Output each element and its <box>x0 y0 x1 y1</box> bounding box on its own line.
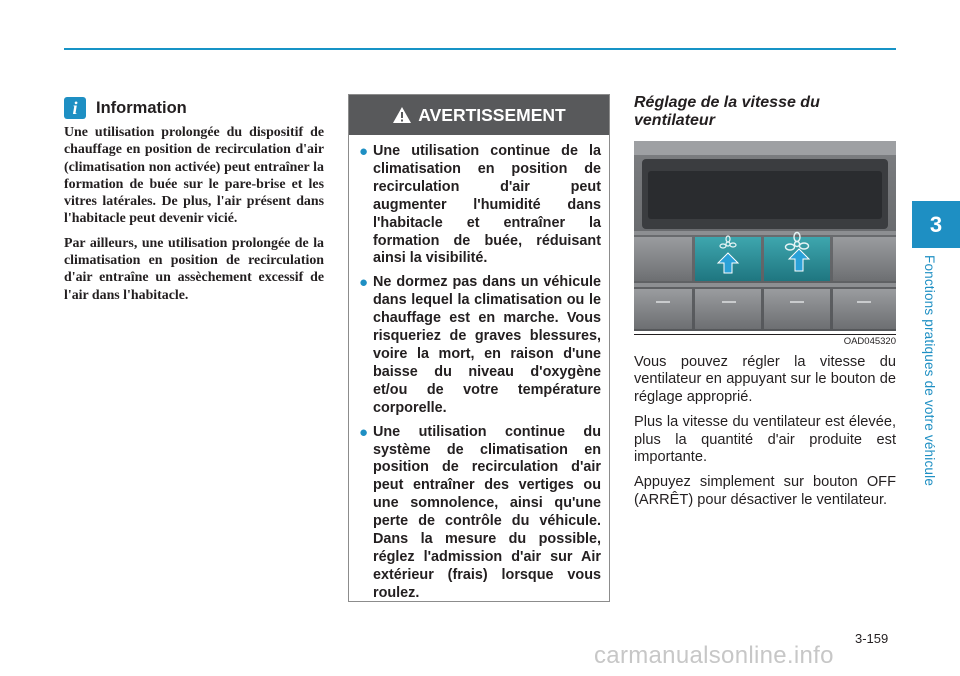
fan-speed-paragraph: Vous pouvez régler la vitesse du ventilateur en appuyant sur le bouton de réglage approprié. <box>634 354 896 405</box>
warning-item <box>359 143 601 268</box>
warning-item <box>359 424 601 603</box>
bullet-icon: ● <box>359 423 369 441</box>
bullet-icon: ● <box>359 143 369 160</box>
chapter-number: 3 <box>929 211 943 237</box>
warning-box <box>348 94 610 602</box>
warning-item-text: Ne dormez pas dans un véhicule dans lequel la climatisation ou le chauffage est en marche. Vous risqueriez de graves blessures, voire la mort, en raison d'une baisse du niveau d'oxygène et/ou de votre température corporelle. <box>373 274 601 416</box>
warning-list <box>359 143 601 609</box>
fan-speed-body <box>634 354 896 517</box>
warning-header <box>349 95 609 135</box>
chapter-tab[interactable] <box>912 201 960 248</box>
header-rule <box>64 48 896 50</box>
chapter-side-title <box>922 255 942 505</box>
warning-item <box>359 274 601 417</box>
image-code: OAD045320 <box>843 336 896 347</box>
warning-item-text: Une utilisation continue du système de climatisation en position de recirculation d'air peut entraîner des vertiges ou une somnolence, ainsi qu'une perte de contrôle du véhicule. Dans la mesure du possible, réglez l'admission d'air sur Air extérieur (frais) lorsque vous roulez. <box>373 423 601 601</box>
watermark: carmanualsonline.info <box>594 642 834 669</box>
info-icon: i <box>64 97 86 119</box>
information-paragraph: Une utilisation prolongée du dispositif de chauffage en position de recirculation d'air (climatisation non activée) peut entraîner la formation de buée sur le pare-brise et les vitres latérales. De plus, l'air présent dans l'habitacle peut devenir vicié. <box>64 125 324 227</box>
information-header <box>64 96 187 120</box>
bullet-icon: ● <box>359 274 369 292</box>
image-caption <box>634 334 896 349</box>
warning-title: AVERTISSEMENT <box>418 104 566 125</box>
page-number: 3-159 <box>855 631 889 646</box>
climate-control-panel-image <box>634 141 896 331</box>
information-body <box>64 124 324 311</box>
warning-item-text: Une utilisation continue de la climatisation en position de recirculation d'air peut augmenter l'humidité dans l'habitacle et entraîner la formation de buée, réduisant ainsi la visibilité. <box>373 143 601 267</box>
information-paragraph: Par ailleurs, une utilisation prolongée de la climatisation en position de recirculation d'air entraîne un assèchement excessif de l'air dans l'habitacle. <box>64 235 324 303</box>
chapter-title: Fonctions pratiques de votre véhicule <box>922 255 937 487</box>
warning-triangle-icon <box>392 106 412 124</box>
fan-speed-paragraph: Appuyez simplement sur bouton OFF (ARRÊT) pour désactiver le ventilateur. <box>634 474 896 508</box>
information-title: Information <box>96 98 187 117</box>
fan-speed-paragraph: Plus la vitesse du ventilateur est élevée, plus la quantité d'air produite est importante. <box>634 414 896 466</box>
section-title: Réglage de la vitesse du ventilateur <box>634 94 820 129</box>
